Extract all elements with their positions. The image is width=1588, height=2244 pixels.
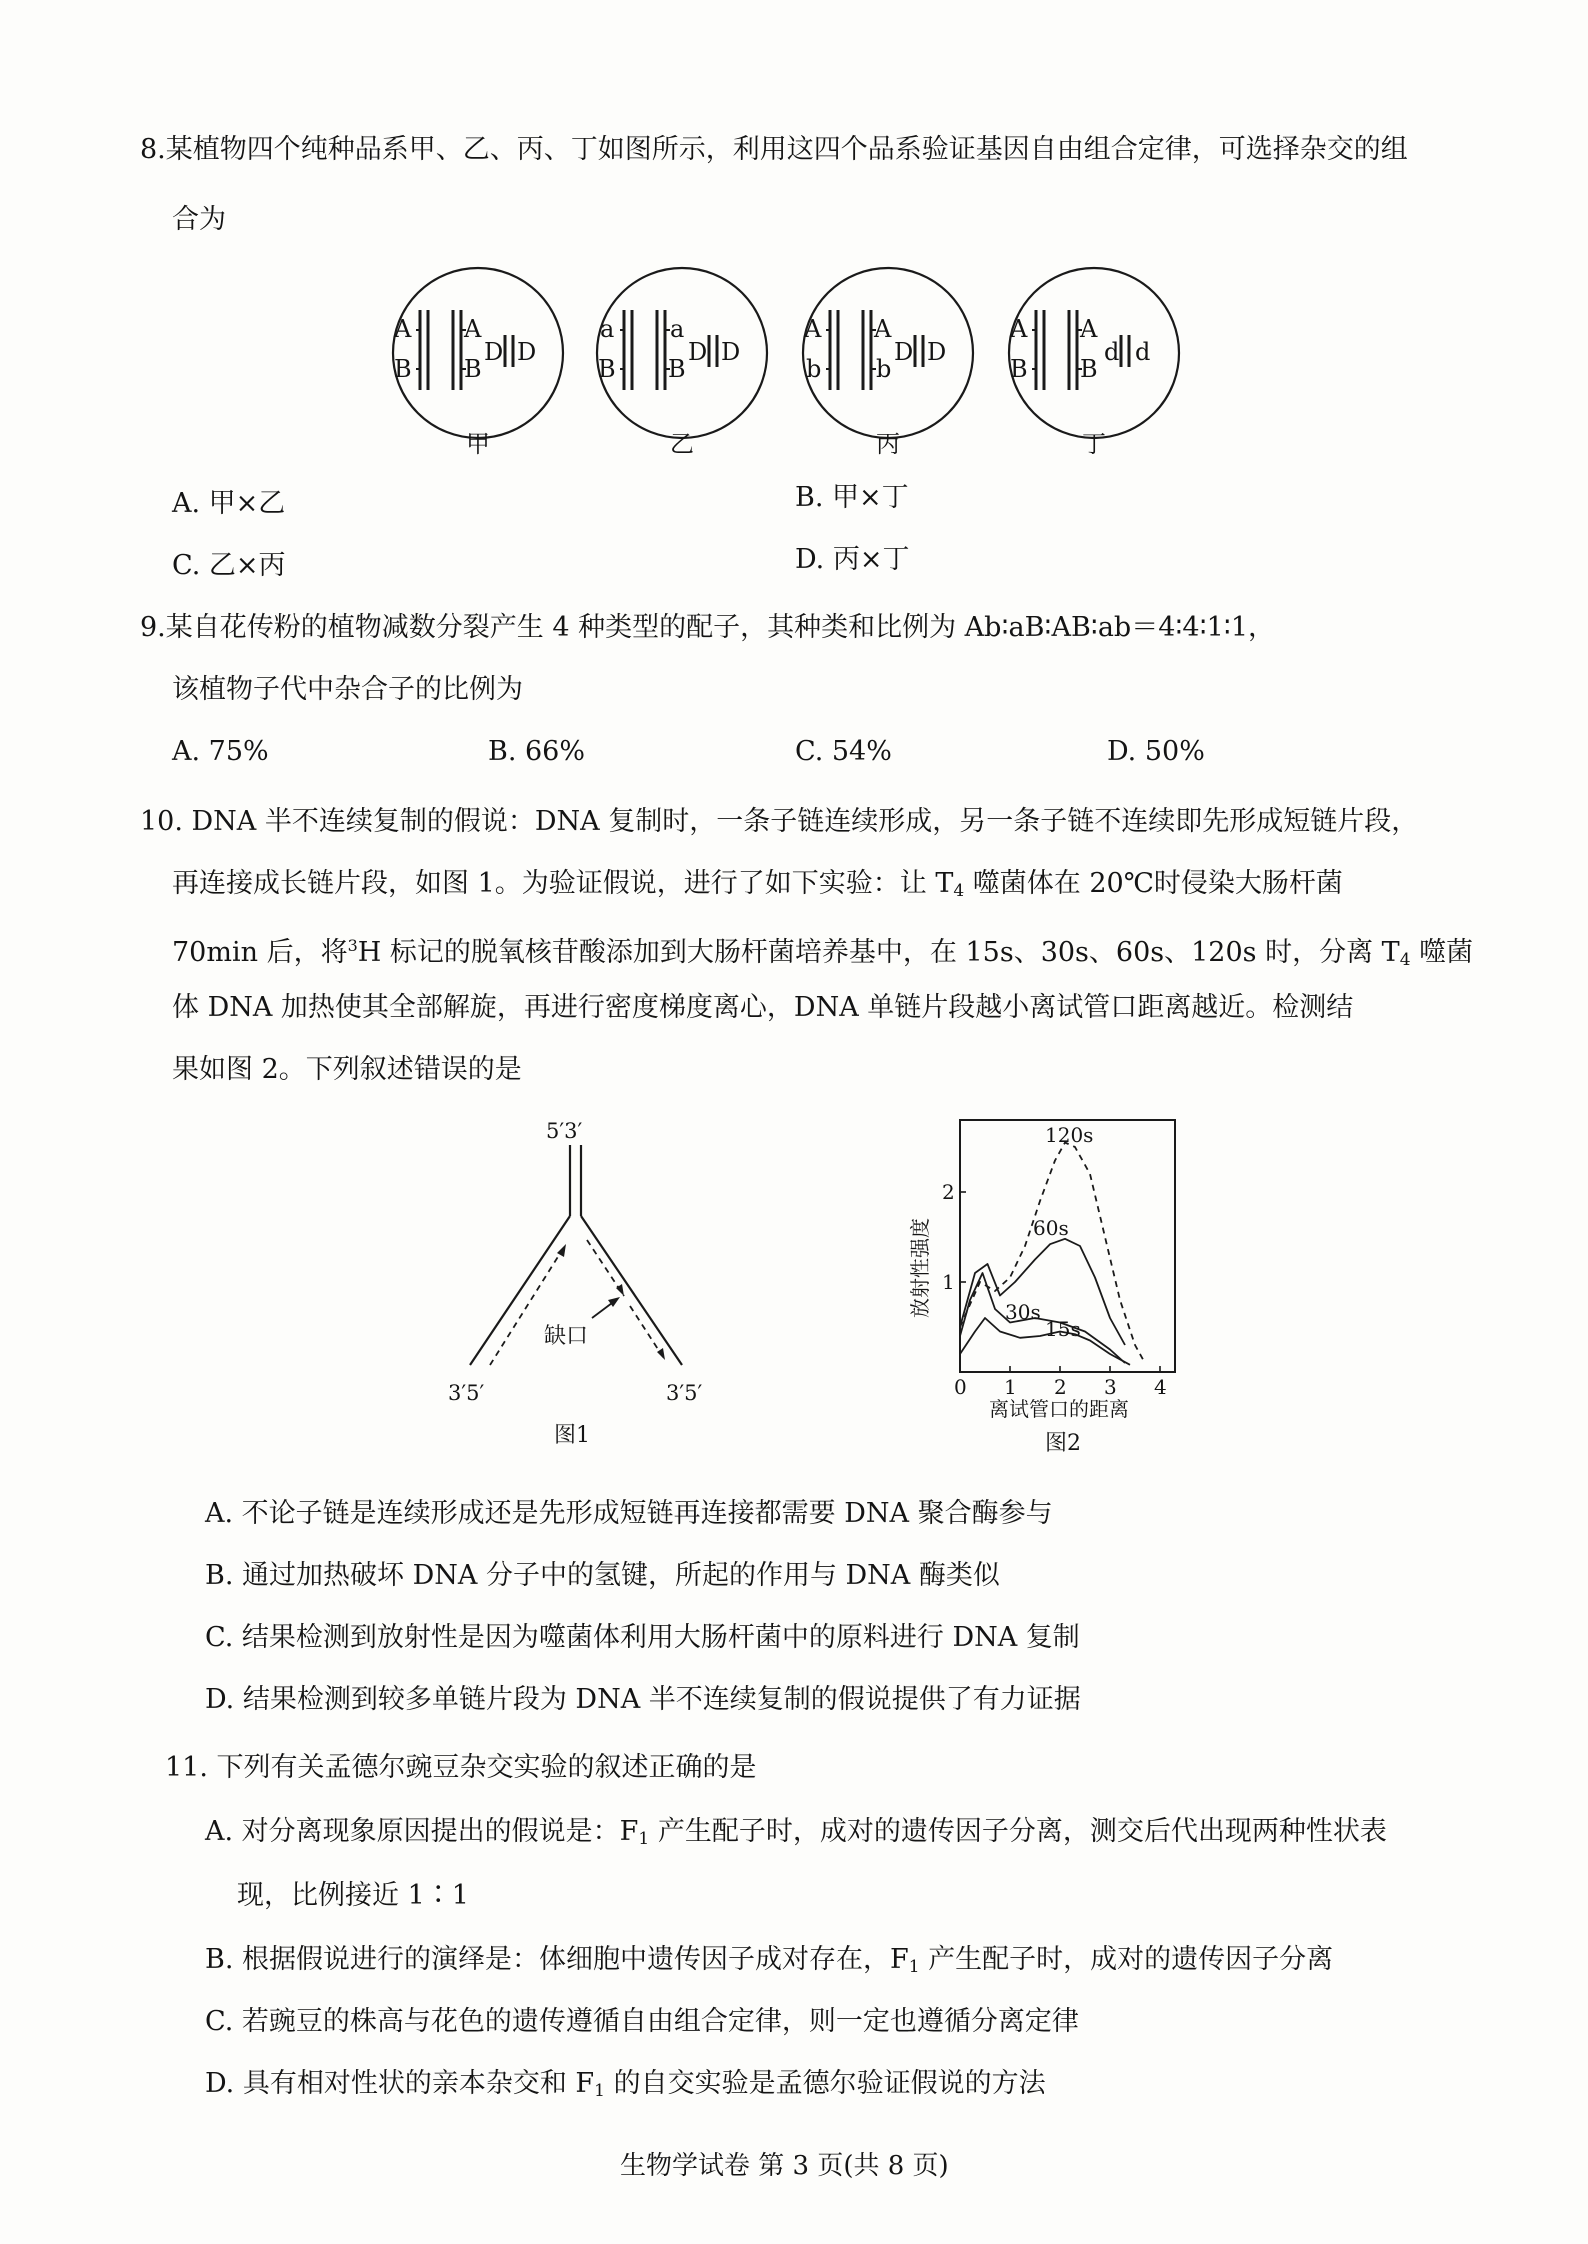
fig2-xtick-label-2: 2 (1054, 1375, 1067, 1399)
fig2-ytick-label-1: 2 (942, 1180, 955, 1204)
q9-stem-line1: 9.某自花传粉的植物减数分裂产生 4 种类型的配子，其种类和比例为 Ab∶aB∶AB∶ab＝4∶4∶1∶1， (140, 612, 1276, 643)
cell-bing-pair-gene2: D (927, 338, 947, 366)
q10-option-d: D. 结果检测到较多单链片段为 DNA 半不连续复制的假说提供了有力证据 (205, 1684, 1081, 1715)
q8-option-a: A. 甲×乙 (172, 488, 286, 519)
page-footer: 生物学试卷 第 3 页(共 8 页) (620, 2151, 949, 2181)
cell-bing-pair-gene1: D (894, 338, 914, 366)
q10-option-a: A. 不论子链是连续形成还是先形成短链再连接都需要 DNA 聚合酶参与 (205, 1498, 1053, 1529)
fig1-gap-label: 缺口 (544, 1324, 589, 1349)
cell-yi-pair-gene1: D (688, 338, 708, 366)
q8-option-d: D. 丙×丁 (795, 544, 910, 575)
q10-line5: 果如图 2。下列叙述错误的是 (172, 1054, 522, 1085)
cell-ding-right-gene1: A (1080, 315, 1098, 343)
fig2-curve-label-15s: 15s (1045, 1317, 1081, 1341)
cell-ding-right-gene2: B (1080, 355, 1098, 383)
q10-line4: 体 DNA 加热使其全部解旋，再进行密度梯度离心，DNA 单链片段越小离试管口距离越近。检测结 (172, 992, 1354, 1023)
fig2-series-60s (960, 1239, 1125, 1345)
fig1-left-end-label: 3′5′ (448, 1381, 485, 1405)
fig2-caption: 图2 (1045, 1431, 1081, 1456)
q9-option-a: A. 75% (172, 736, 269, 767)
fig2-xtick-label-3: 3 (1104, 1375, 1117, 1399)
cell-yi-name: 乙 (670, 430, 694, 458)
fig2-xlabel: 离试管口的距离 (989, 1397, 1129, 1421)
cell-yi-pair-gene2: D (721, 338, 741, 366)
q9-option-b: B. 66% (488, 736, 586, 767)
q8-stem-line1: 8.某植物四个纯种品系甲、乙、丙、丁如图所示，利用这四个品系验证基因自由组合定律，可选择杂交的组 (140, 134, 1408, 165)
fig2-xtick-label-1: 1 (1004, 1375, 1017, 1399)
q8-stem-line2: 合为 (172, 204, 226, 235)
cell-jia-right-gene2: B (464, 355, 482, 383)
q11-stem: 11. 下列有关孟德尔豌豆杂交实验的叙述正确的是 (165, 1752, 757, 1783)
cell-yi-right-gene1: a (670, 315, 685, 343)
q10-line2: 再连接成长链片段，如图 1。为验证假说，进行了如下实验：让 $T_4$ 噬菌体在 20℃时侵染大肠杆菌 (172, 868, 1343, 901)
q10-option-b: B. 通过加热破坏 DNA 分子中的氢键，所起的作用与 DNA 酶类似 (205, 1560, 1000, 1591)
fig1-right-end-label: 3′5′ (666, 1381, 703, 1405)
fig2-ylabel: 放射性强度 (908, 1218, 932, 1318)
cell-yi-right-gene2: B (668, 355, 686, 383)
q8-option-b: B. 甲×丁 (795, 482, 909, 513)
q11-option-d: D. 具有相对性状的亲本杂交和 $F_1$ 的自交实验是孟德尔验证假说的方法 (205, 2068, 1046, 2101)
q10-figure2-chart (905, 1110, 1195, 1460)
cell-bing-left-gene1: A (804, 315, 822, 343)
fig2-xtick-label-4: 4 (1154, 1375, 1167, 1399)
q10-figure1-replication-fork (430, 1120, 730, 1450)
cell-ding-pair-gene2: d (1135, 338, 1151, 366)
cell-jia-pair-gene1: D (484, 338, 504, 366)
fig2-curve-label-30s: 30s (1005, 1300, 1041, 1324)
cell-ding-name: 丁 (1082, 430, 1106, 458)
cell-jia-left-gene1: A (394, 315, 412, 343)
q9-option-d: D. 50% (1107, 736, 1205, 767)
fig2-curve-label-120s: 120s (1045, 1123, 1094, 1147)
q11-option-b: B. 根据假说进行的演绎是：体细胞中遗传因子成对存在，$F_1$ 产生配子时，成对的遗传因子分离 (205, 1944, 1334, 1977)
fig1-top-label: 5′3′ (546, 1120, 583, 1143)
q9-stem-line2: 该植物子代中杂合子的比例为 (172, 674, 523, 705)
q9-option-c: C. 54% (795, 736, 892, 767)
q10-line3: 70min 后，将$^3$H 标记的脱氧核苷酸添加到大肠杆菌培养基中，在 15s、30s、60s、120s 时，分离 $T_4$ 噬菌 (172, 936, 1474, 970)
fig1-caption: 图1 (554, 1423, 590, 1448)
q8-option-c: C. 乙×丙 (172, 550, 286, 581)
cell-ding-pair-gene1: d (1104, 338, 1120, 366)
q11-option-c: C. 若豌豆的株高与花色的遗传遵循自由组合定律，则一定也遵循分离定律 (205, 2006, 1079, 2037)
fig2-ytick-label-0: 1 (942, 1270, 955, 1294)
fig2-xtick-label-0: 0 (954, 1375, 967, 1399)
q11-option-a-line2: 现，比例接近 1∶1 (237, 1880, 469, 1911)
cell-bing-left-gene2: b (806, 355, 822, 383)
cell-bing-right-gene1: A (874, 315, 892, 343)
cell-jia-name: 甲 (466, 430, 490, 458)
cell-ding-left-gene2: B (1010, 355, 1028, 383)
cell-jia-left-gene2: B (394, 355, 412, 383)
q11-option-a-line1: A. 对分离现象原因提出的假说是：$F_1$ 产生配子时，成对的遗传因子分离，测交后代出现两种性状表 (205, 1816, 1387, 1849)
q10-line1: 10. DNA 半不连续复制的假说：DNA 复制时，一条子链连续形成，另一条子链不连续即先形成短链片段， (140, 806, 1419, 837)
cell-yi-left-gene1: a (600, 315, 615, 343)
cell-yi-left-gene2: B (598, 355, 616, 383)
cell-ding-left-gene1: A (1010, 315, 1028, 343)
cell-jia-pair-gene2: D (517, 338, 537, 366)
cell-jia-right-gene1: A (464, 315, 482, 343)
fig2-curve-label-60s: 60s (1033, 1216, 1069, 1240)
cell-bing-right-gene2: b (876, 355, 892, 383)
cell-jia (393, 268, 563, 438)
q10-option-c: C. 结果检测到放射性是因为噬菌体利用大肠杆菌中的原料进行 DNA 复制 (205, 1622, 1080, 1653)
cell-bing-name: 丙 (876, 430, 900, 458)
